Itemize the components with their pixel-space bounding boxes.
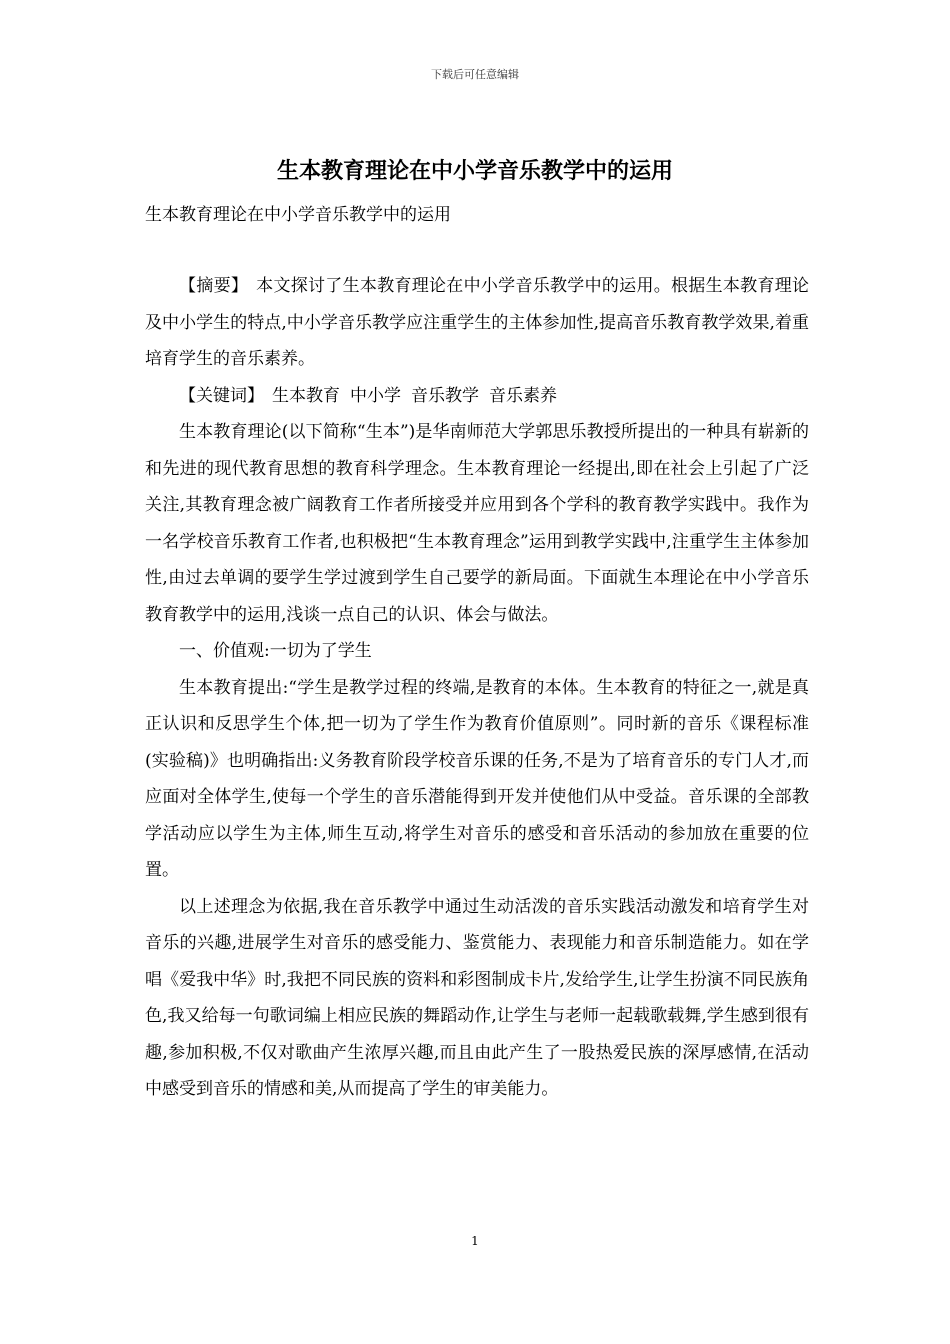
body-paragraph: 以上述理念为依据,我在音乐教学中通过生动活泼的音乐实践活动激发和培育学生对音乐的兴趣,进展学生对音乐的感受能力、鉴赏能力、表现能力和音乐制造能力。如在学唱《爱我中华》时,我把不同民族的资料和彩图制成卡片,发给学生,让学生扮演不同民族角色,我又给每一句歌词编上相应民族的舞蹈动作,让学生与老师一起载歌载舞,学生感到很有趣,参加积极,不仅对歌曲产生浓厚兴趣,而且由此产生了一股热爱民族的深厚感情,在活动中感受到音乐的情感和美,从而提高了学生的审美能力。 [145,896,809,1099]
body-paragraph: 生本教育提出:“学生是教学过程的终端,是教育的本体。生本教育的特征之一,就是真正认识和反思学生个体,把一切为了学生作为教育价值原则”。同时新的音乐《课程标准(实验稿)》也明确指出:义务教育阶段学校音乐课的任务,不是为了培育音乐的专门人才,而应面对全体学生,使每一个学生的音乐潜能得到开发并使他们从中受益。音乐课的全部教学活动应以学生为主体,师生互动,将学生对音乐的感受和音乐活动的参加放在重要的位置。 [145,677,809,880]
keywords-label: 【关键词】 [179,385,264,406]
page-title: 生本教育理论在中小学音乐教学中的运用 [276,158,673,184]
document-body [145,268,809,1108]
abstract-paragraph [145,268,809,378]
intro-paragraph: 生本教育理论(以下简称“生本”)是华南师范大学郭思乐教授所提出的一种具有崭新的和先进的现代教育思想的教育科学理念。生本教育理论一经提出,即在社会上引起了广泛关注,其教育理念被广阔教育工作者所接受并应用到各个学科的教育教学实践中。我作为一名学校音乐教育工作者,也积极把“生本教育理念”运用到教学实践中,注重学生主体参加性,由过去单调的要学生学过渡到学生自己要学的新局面。下面就生本理论在中小学音乐教育教学中的运用,浅谈一点自己的认识、体会与做法。 [145,422,809,625]
keyword: 生本教育 [272,385,340,406]
section-heading: 一、价值观:一切为了学生 [179,641,372,661]
page-subtitle: 生本教育理论在中小学音乐教学中的运用 [145,205,451,225]
page-number: 1 [471,1234,479,1248]
keyword: 音乐教学 [411,385,479,406]
header-note: 下载后可任意编辑 [431,68,519,81]
keywords-paragraph [145,378,809,415]
abstract-text: 本文探讨了生本教育理论在中小学音乐教学中的运用。根据生本教育理论及中小学生的特点,中小学音乐教学应注重学生的主体参加性,提高音乐教育教学效果,着重培育学生的音乐素养。 [145,276,810,369]
keyword: 中小学 [350,385,401,406]
abstract-label: 【摘要】 [179,276,249,296]
keyword: 音乐素养 [489,385,557,406]
